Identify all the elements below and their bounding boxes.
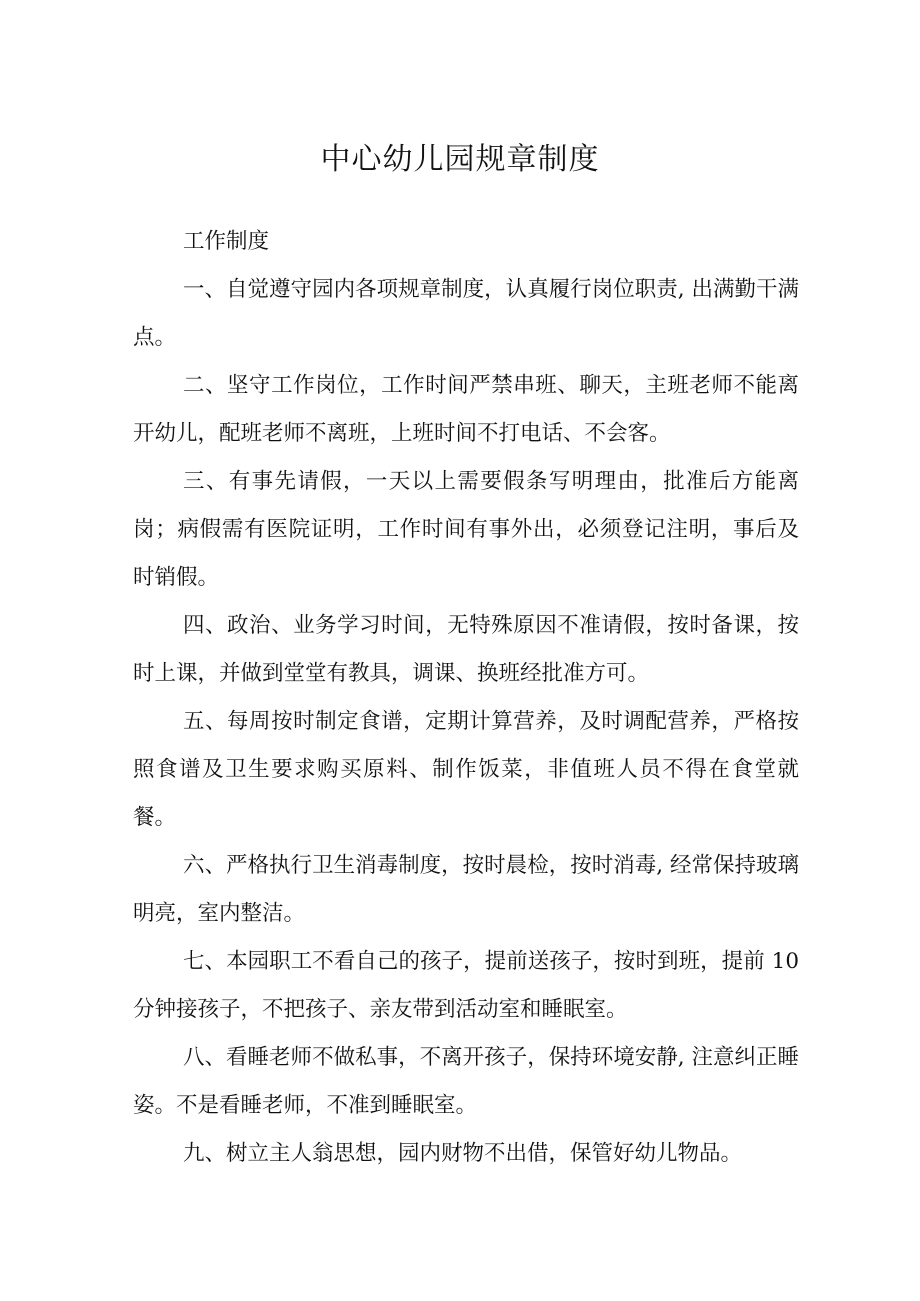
rule-paragraph-3: 三、有事先请假，一天以上需要假条写明理由，批准后方能离岗；病假需有医院证明，工作时间有事外出，必须登记注明，事后及时销假。 xyxy=(133,469,799,590)
rule-paragraph-1: 一、自觉遵守园内各项规章制度，认真履行岗位职责, 出满勤干满点。 xyxy=(133,277,799,350)
rule-paragraph-4: 四、政治、业务学习时间，无特殊原因不准请假，按时备课，按时上课，并做到堂堂有教具，调课、换班经批准方可。 xyxy=(133,613,799,686)
document-body xyxy=(133,218,799,1178)
rule-paragraph-8: 八、看睡老师不做私事，不离开孩子，保持环境安静, 注意纠正睡姿。不是看睡老师，不准到睡眠室。 xyxy=(133,1045,799,1118)
rule-paragraph-5: 五、每周按时制定食谱，定期计算营养，及时调配营养，严格按照食谱及卫生要求购买原料、制作饭菜，非值班人员不得在食堂就餐。 xyxy=(133,709,799,830)
rule-paragraph-2: 二、坚守工作岗位，工作时间严禁串班、聊天，主班老师不能离开幼儿，配班老师不离班，上班时间不打电话、不会客。 xyxy=(133,373,799,446)
rule-paragraph-7: 七、本园职工不看自己的孩子，提前送孩子，按时到班，提前 10 分钟接孩子，不把孩子、亲友带到活动室和睡眠室。 xyxy=(133,949,799,1022)
rule-paragraph-6: 六、严格执行卫生消毒制度，按时晨检，按时消毒, 经常保持玻璃明亮，室内整洁。 xyxy=(133,853,799,926)
section-heading: 工作制度 xyxy=(183,229,270,254)
document-title: 中心幼儿园规章制度 xyxy=(320,142,600,177)
rule-paragraph-9: 九、树立主人翁思想，园内财物不出借，保管好幼儿物品。 xyxy=(183,1141,743,1166)
